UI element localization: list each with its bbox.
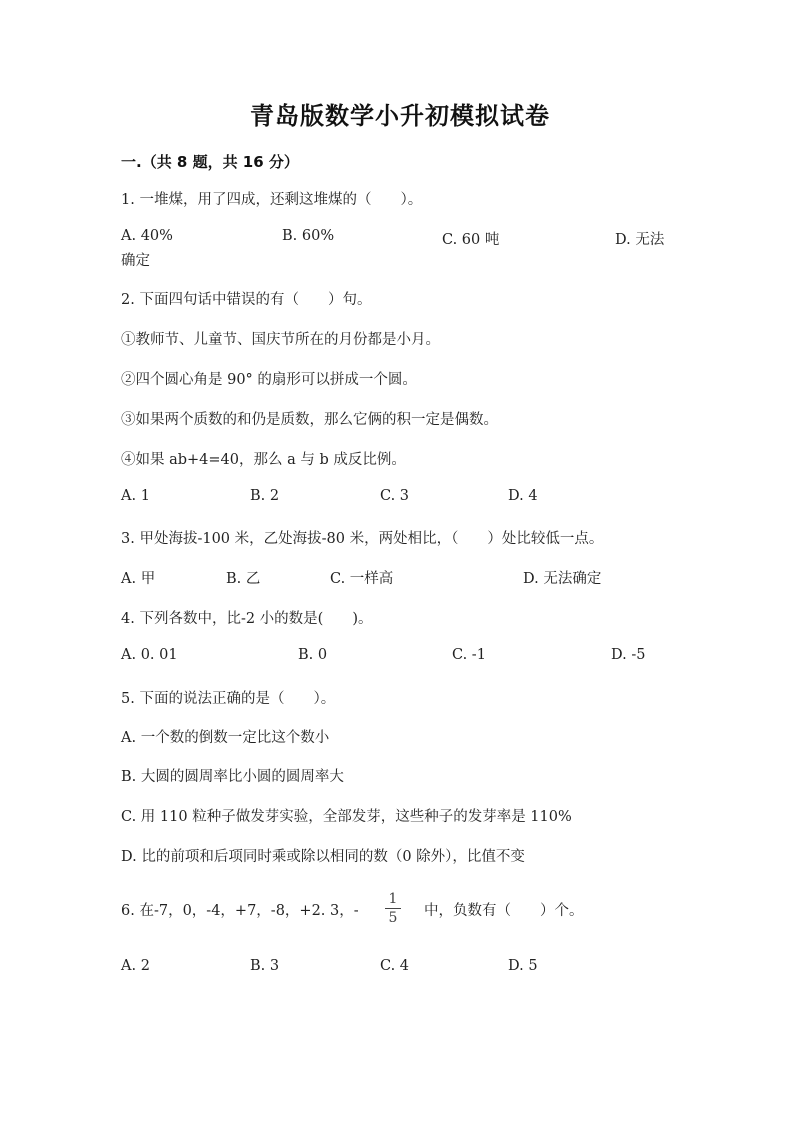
- question-4-option-b: B. 0: [298, 647, 328, 663]
- question-2-option-b: B. 2: [250, 488, 280, 504]
- question-1-option-a: A. 40%: [121, 228, 173, 244]
- question-6-option-c: C. 4: [380, 958, 410, 974]
- question-2-option-d: D. 4: [508, 488, 538, 504]
- section-heading: 一.（共 8 题，共 16 分）: [121, 153, 299, 171]
- question-1-stem: 1. 一堆煤，用了四成，还剩这堆煤的（ ）。: [121, 192, 423, 208]
- question-4-option-c: C. -1: [452, 647, 486, 663]
- question-6-stem-start: 6. 在-7，0，-4，+7，-8，+2. 3，-: [121, 903, 359, 919]
- fraction-denominator: 5: [388, 910, 398, 926]
- question-5-option-b: B. 大圆的圆周率比小圆的圆周率大: [121, 769, 344, 785]
- question-6-stem-end: 中，负数有（ ）个。: [424, 903, 584, 919]
- question-5-option-d: D. 比的前项和后项同时乘或除以相同的数（0 除外），比值不变: [121, 849, 525, 865]
- question-4-option-a: A. 0. 01: [121, 647, 178, 663]
- question-2-statement-3: ③如果两个质数的和仍是质数，那么它俩的积一定是偶数。: [121, 412, 498, 428]
- question-3-option-d: D. 无法确定: [523, 571, 602, 587]
- question-5-option-c: C. 用 110 粒种子做发芽实验，全部发芽，这些种子的发芽率是 110%: [121, 809, 572, 825]
- question-4-stem: 4. 下列各数中，比-2 小的数是( )。: [121, 611, 373, 627]
- question-3-option-c: C. 一样高: [330, 571, 394, 587]
- question-1-option-c: C. 60 吨: [442, 232, 500, 248]
- question-1-option-d: D. 无法: [615, 232, 665, 248]
- page-title: 青岛版数学小升初模拟试卷: [250, 102, 550, 130]
- question-2-option-c: C. 3: [380, 488, 410, 504]
- question-6-option-a: A. 2: [121, 958, 150, 974]
- question-6-option-b: B. 3: [250, 958, 280, 974]
- question-2-stem: 2. 下面四句话中错误的有（ ）句。: [121, 292, 372, 308]
- question-5-option-a: A. 一个数的倒数一定比这个数小: [121, 730, 330, 746]
- question-3-option-a: A. 甲: [121, 571, 156, 587]
- fraction-bar: [385, 908, 401, 909]
- question-6-option-d: D. 5: [508, 958, 538, 974]
- question-1-option-d-wrap: 确定: [121, 253, 150, 269]
- question-4-option-d: D. -5: [611, 647, 646, 663]
- question-2-statement-4: ④如果 ab+4=40，那么 a 与 b 成反比例。: [121, 452, 406, 468]
- question-3-stem: 3. 甲处海拔-100 米，乙处海拔-80 米，两处相比，（ ）处比较低一点。: [121, 531, 604, 547]
- question-3-option-b: B. 乙: [226, 571, 261, 587]
- question-5-stem: 5. 下面的说法正确的是（ ）。: [121, 691, 336, 707]
- fraction-numerator: 1: [388, 891, 398, 907]
- question-2-option-a: A. 1: [121, 488, 150, 504]
- question-2-statement-1: ①教师节、儿童节、国庆节所在的月份都是小月。: [121, 332, 440, 348]
- question-1-option-b: B. 60%: [282, 228, 335, 244]
- question-2-statement-2: ②四个圆心角是 90° 的扇形可以拼成一个圆。: [121, 372, 417, 388]
- fraction-one-fifth: [385, 891, 401, 926]
